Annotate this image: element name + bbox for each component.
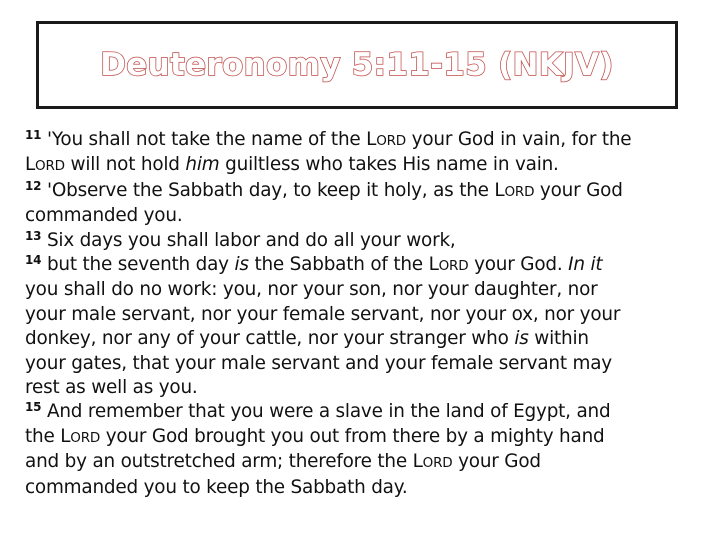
scripture-passage bbox=[25, 128, 715, 500]
verse-text: the Sabbath of the bbox=[248, 254, 429, 276]
verse-text: and by an outstretched arm; therefore the bbox=[25, 451, 413, 473]
verse-text: Six days you shall labor and do all your work, bbox=[41, 229, 456, 251]
verse-text: you shall do no work: you, nor your son, nor your daughter, nor bbox=[25, 279, 598, 301]
lord-small-caps: LORD bbox=[25, 154, 65, 176]
verse-text: within bbox=[528, 328, 589, 350]
verse-text: your male servant, nor your female servant, nor your ox, nor your bbox=[25, 303, 621, 325]
lord-small-caps: LORD bbox=[428, 254, 469, 276]
verse-11 bbox=[25, 129, 631, 175]
verse-text: guiltless who takes His name in vain. bbox=[219, 154, 559, 176]
verse-text: And remember that you were a slave in the land of Egypt, and bbox=[41, 401, 611, 423]
verse-text: your God bbox=[534, 179, 623, 201]
lord-small-caps: LORD bbox=[412, 451, 453, 473]
verse-15 bbox=[25, 401, 610, 497]
verse-text: but the seventh day bbox=[41, 254, 235, 276]
italic-word: is bbox=[234, 254, 249, 276]
verse-text: commanded you to keep the Sabbath day. bbox=[25, 476, 408, 498]
lord-small-caps: LORD bbox=[366, 129, 407, 150]
verse-number: 12 bbox=[25, 178, 42, 193]
verse-number: 13 bbox=[25, 228, 42, 243]
italic-word: him bbox=[185, 154, 220, 176]
verse-13 bbox=[25, 230, 456, 251]
verse-text: rest as well as you. bbox=[25, 377, 198, 399]
verse-number: 11 bbox=[25, 128, 42, 142]
verse-text: will not hold bbox=[64, 154, 186, 176]
lord-small-caps: LORD bbox=[494, 179, 535, 201]
verse-text: 'Observe the Sabbath day, to keep it holy, as the bbox=[41, 179, 495, 201]
lord-small-caps: LORD bbox=[60, 425, 101, 447]
verse-text: the bbox=[25, 425, 61, 447]
verse-text: donkey, nor any of your cattle, nor your stranger who bbox=[25, 328, 515, 350]
verse-14 bbox=[25, 254, 620, 398]
italic-word: is bbox=[514, 328, 529, 350]
italic-word: In it bbox=[568, 254, 603, 276]
verse-text: your God. bbox=[468, 254, 569, 276]
verse-number: 14 bbox=[25, 253, 42, 268]
verse-text: your gates, that your male servant and your female servant may bbox=[25, 352, 612, 374]
verse-text: 'You shall not take the name of the bbox=[41, 129, 367, 150]
verse-12 bbox=[25, 180, 623, 226]
verse-text: your God bbox=[452, 451, 541, 473]
verse-text: your God in vain, for the bbox=[406, 129, 632, 150]
verse-number: 15 bbox=[25, 400, 42, 415]
verse-text: commanded you. bbox=[25, 205, 183, 227]
page-title: Deuteronomy 5:11-15 (NKJV) bbox=[100, 47, 614, 83]
verse-text: your God brought you out from there by a mighty hand bbox=[100, 425, 605, 447]
title-box bbox=[36, 21, 678, 109]
